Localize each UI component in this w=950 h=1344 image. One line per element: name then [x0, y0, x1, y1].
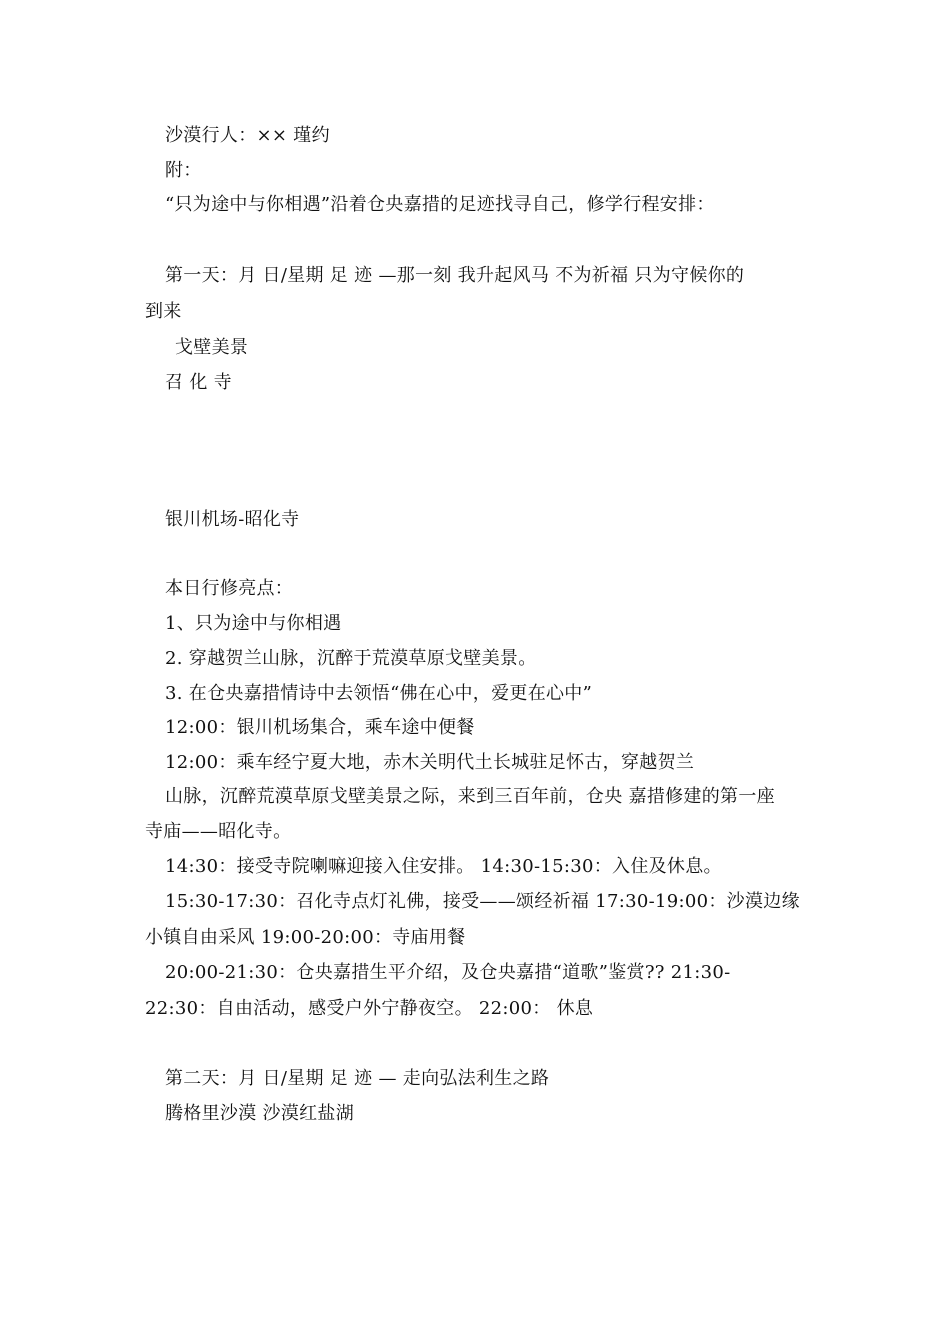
schedule-line: 22:30：自由活动，感受户外宁静夜空。 22:00： 休息: [145, 998, 594, 1019]
highlight-item: 2. 穿越贺兰山脉，沉醉于荒漠草原戈壁美景。: [165, 648, 537, 669]
day-one-heading: 第一天：月 日/星期 足 迹 —那一刻 我升起风马 不为祈福 只为守候你的: [165, 265, 745, 286]
highlight-item: 3. 在仓央嘉措情诗中去领悟“佛在心中，爱更在心中”: [165, 683, 593, 704]
day-one-place-temple: 召 化 寺: [165, 372, 232, 393]
schedule-line: 12:00：乘车经宁夏大地，赤木关明代土长城驻足怀古，穿越贺兰: [165, 752, 695, 773]
schedule-line: 寺庙——昭化寺。: [145, 821, 292, 842]
schedule-line: 20:00-21:30：仓央嘉措生平介绍，及仓央嘉措“道歌”鉴赏?? 21:30-: [165, 962, 731, 983]
highlight-item: 1、只为途中与你相遇: [165, 613, 342, 634]
signature-line: 沙漠行人：×× 瑾约: [165, 125, 330, 146]
day-two-heading: 第二天：月 日/星期 足 迹 — 走向弘法利生之路: [165, 1068, 550, 1089]
day-two-places: 腾格里沙漠 沙漠红盐湖: [165, 1103, 355, 1124]
day-one-heading-continued: 到来: [145, 301, 182, 322]
schedule-line: 山脉，沉醉荒漠草原戈壁美景之际，来到三百年前，仓央 嘉措修建的第一座: [165, 786, 775, 807]
appendix-label: 附：: [165, 160, 202, 181]
day-one-place-gobi: 戈壁美景: [175, 337, 249, 358]
route-line: 银川机场-昭化寺: [165, 509, 300, 530]
schedule-line: 14:30：接受寺院喇嘛迎接入住安排。 14:30-15:30：入住及休息。: [165, 856, 722, 877]
highlights-heading: 本日行修亮点：: [165, 578, 294, 599]
itinerary-intro: “只为途中与你相遇”沿着仓央嘉措的足迹找寻自己，修学行程安排：: [165, 194, 715, 215]
schedule-line: 12:00：银川机场集合，乘车途中便餐: [165, 717, 475, 738]
schedule-line: 小镇自由采风 19:00-20:00：寺庙用餐: [145, 927, 466, 948]
schedule-line: 15:30-17:30：召化寺点灯礼佛，接受——颂经祈福 17:30-19:00：沙漠边缘: [165, 891, 800, 912]
